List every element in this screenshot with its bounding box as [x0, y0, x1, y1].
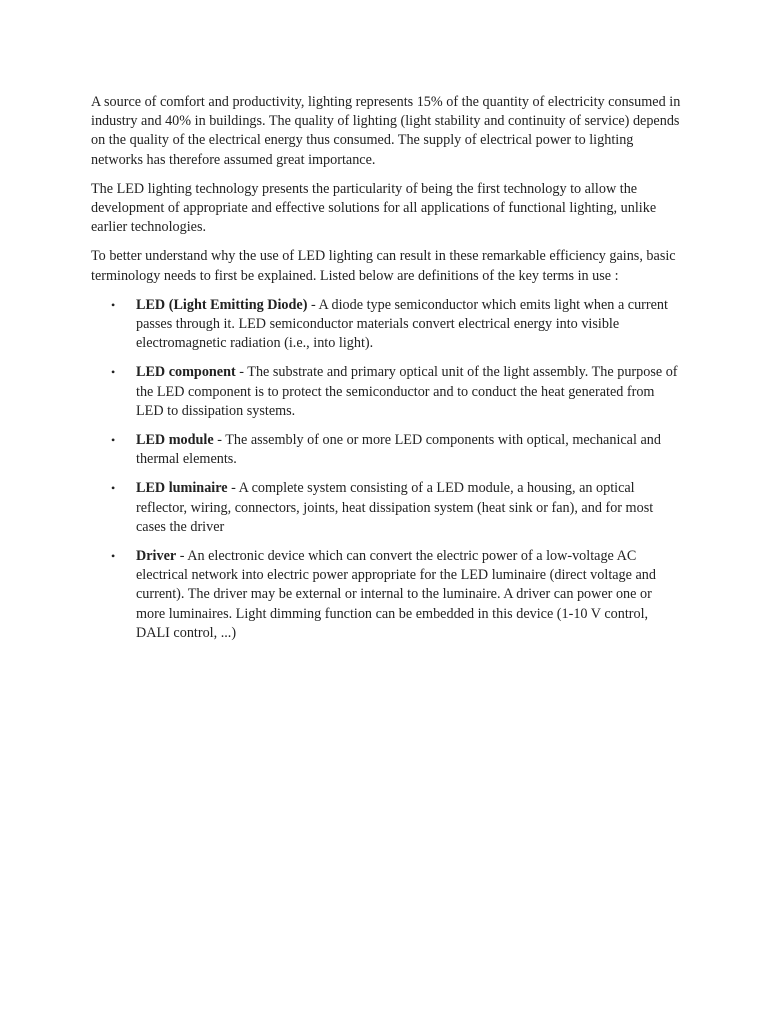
bullet-icon: •: [111, 549, 116, 564]
definition-text: - A diode type semiconductor which emits light when a current passes through it. LED semiconductor materials convert electrical energy into visible electromagnetic radiation (i.e., into light).: [136, 296, 668, 352]
definition-led-module: [91, 431, 681, 469]
definition-text: - A complete system consisting of a LED module, a housing, an optical reflector, wiring, connectors, joints, heat dissipation system (heat sink or fan), and for most cases the driver: [136, 480, 654, 535]
definition-led-component: [91, 363, 681, 421]
definition-term: LED module: [136, 432, 214, 449]
definition-text: - The assembly of one or more LED components with optical, mechanical and thermal elements.: [136, 432, 661, 468]
definitions-list: [91, 296, 681, 643]
definition-driver: [91, 547, 681, 643]
definition-text: - The substrate and primary optical unit of the light assembly. The purpose of the LED component is to protect the semiconductor and to conduct the heat generated from LED to dissipation systems.: [136, 364, 678, 419]
definition-term: Driver: [136, 548, 177, 565]
definition-term: LED luminaire: [136, 480, 228, 497]
definition-term: LED component: [136, 364, 236, 381]
terminology-paragraph: To better understand why the use of LED lighting can result in these remarkable efficiency gains, basic terminology needs to first be explained. Listed below are definitions of the key terms in use :: [91, 248, 676, 284]
document-page: [91, 93, 681, 653]
bullet-icon: •: [111, 297, 116, 312]
definition-text: - An electronic device which can convert the electric power of a low-voltage AC electrical network into electric power appropriate for the LED luminaire (direct voltage and current). The driver may be external or internal to the luminaire. A driver can power one or more luminaires. Light dimming function can be embedded in this device (1-10 V control, DALI control, ...): [136, 548, 656, 641]
definition-led: [91, 296, 681, 354]
bullet-icon: •: [111, 481, 116, 496]
definition-led-luminaire: [91, 479, 681, 537]
definition-term: LED (Light Emitting Diode): [136, 296, 308, 313]
technology-paragraph: The LED lighting technology presents the particularity of being the first technology to allow the development of appropriate and effective solutions for all applications of functional lighting, unlike earlier technologies.: [91, 180, 657, 236]
intro-paragraph: A source of comfort and productivity, lighting represents 15% of the quantity of electricity consumed in industry and 40% in buildings. The quality of lighting (light stability and continuity of service) depends on the quality of the electrical energy thus consumed. The supply of electrical power to lighting networks has therefore assumed great importance.: [91, 94, 681, 168]
bullet-icon: •: [111, 365, 116, 380]
bullet-icon: •: [111, 433, 116, 448]
